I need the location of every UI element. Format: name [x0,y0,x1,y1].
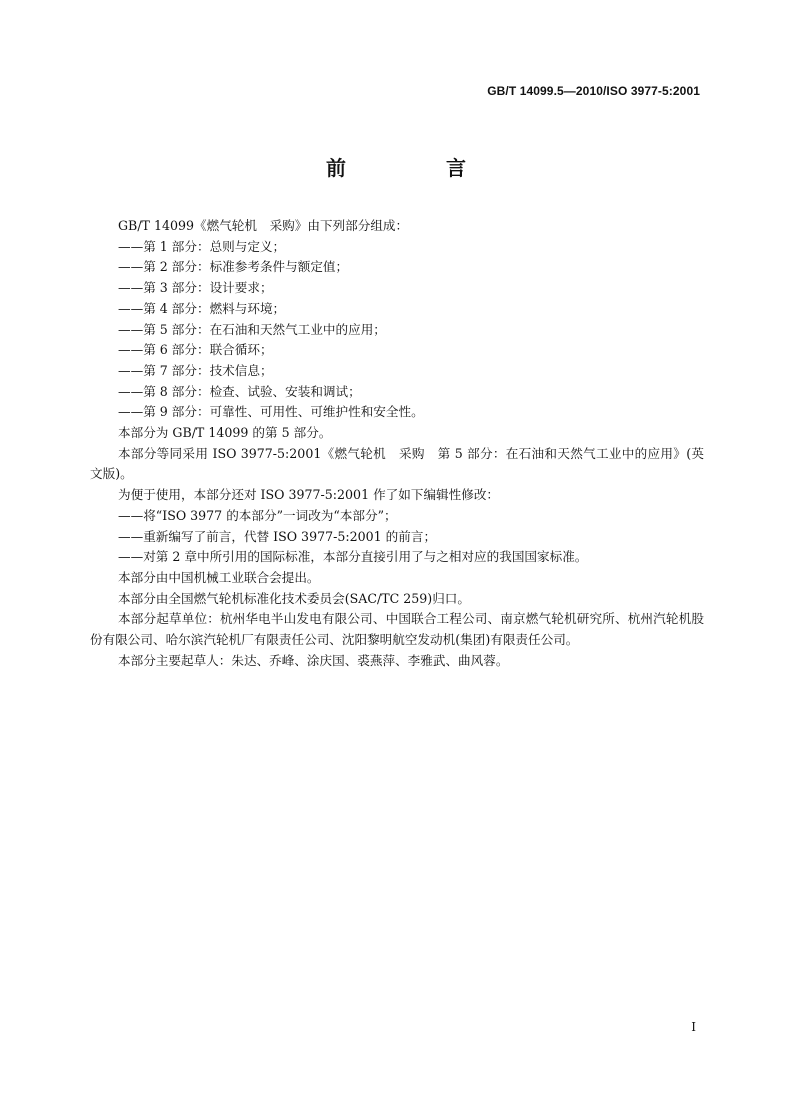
list-item-part-3: ——第 3 部分：设计要求； [118,280,273,296]
list-item-part-4: ——第 4 部分：燃料与环境； [118,300,286,316]
page-number: I [691,1020,696,1034]
list-item-part-2: ——第 2 部分：标准参考条件与额定值； [118,259,349,275]
paragraph-proposer: 本部分由中国机械工业联合会提出。 [118,569,320,585]
list-item-part-1: ——第 1 部分：总则与定义； [118,238,286,254]
list-item-edit-2: ——重新编写了前言，代替 ISO 3977-5:2001 的前言； [118,528,437,544]
paragraph-drafting-units: 本部分起草单位：杭州华电半山发电有限公司、中国联合工程公司、南京燃气轮机研究所、杭州汽轮机股份有限公司、哈尔滨汽轮机厂有限责任公司、沈阳黎明航空发动机(集团)有限责任公司。 [90,611,704,648]
document-body [90,216,704,671]
paragraph-adoption: 本部分等同采用 ISO 3977-5:2001《燃气轮机 采购 第 5 部分：在石油和天然气工业中的应用》(英文版)。 [90,445,704,482]
list-item-part-5: ——第 5 部分：在石油和天然气工业中的应用； [118,321,386,337]
standard-code: GB/T 14099.5—2010/ISO 3977-5:2001 [487,84,700,98]
page-title: 前 言 [326,156,506,180]
list-item-part-6: ——第 6 部分：联合循环； [118,342,273,358]
list-item-edit-1: ——将“ISO 3977 的本部分”一词改为“本部分”； [118,507,397,523]
paragraph-intro: GB/T 14099《燃气轮机 采购》由下列部分组成： [118,218,409,233]
list-item-part-7: ——第 7 部分：技术信息； [118,362,273,378]
list-item-part-8: ——第 8 部分：检查、试验、安装和调试； [118,383,361,399]
list-item-part-9: ——第 9 部分：可靠性、可用性、可维护性和安全性。 [118,404,424,420]
paragraph-part-statement: 本部分为 GB/T 14099 的第 5 部分。 [118,425,332,441]
list-item-edit-3: ——对第 2 章中所引用的国际标准，本部分直接引用了与之相对应的我国国家标准。 [118,549,588,565]
paragraph-drafters: 本部分主要起草人：朱达、乔峰、涂庆国、裘燕萍、李雅武、曲风蓉。 [118,652,509,668]
paragraph-editorial-intro: 为便于使用，本部分还对 ISO 3977-5:2001 作了如下编辑性修改： [118,487,500,503]
paragraph-committee: 本部分由全国燃气轮机标准化技术委员会(SAC/TC 259)归口。 [118,590,470,606]
